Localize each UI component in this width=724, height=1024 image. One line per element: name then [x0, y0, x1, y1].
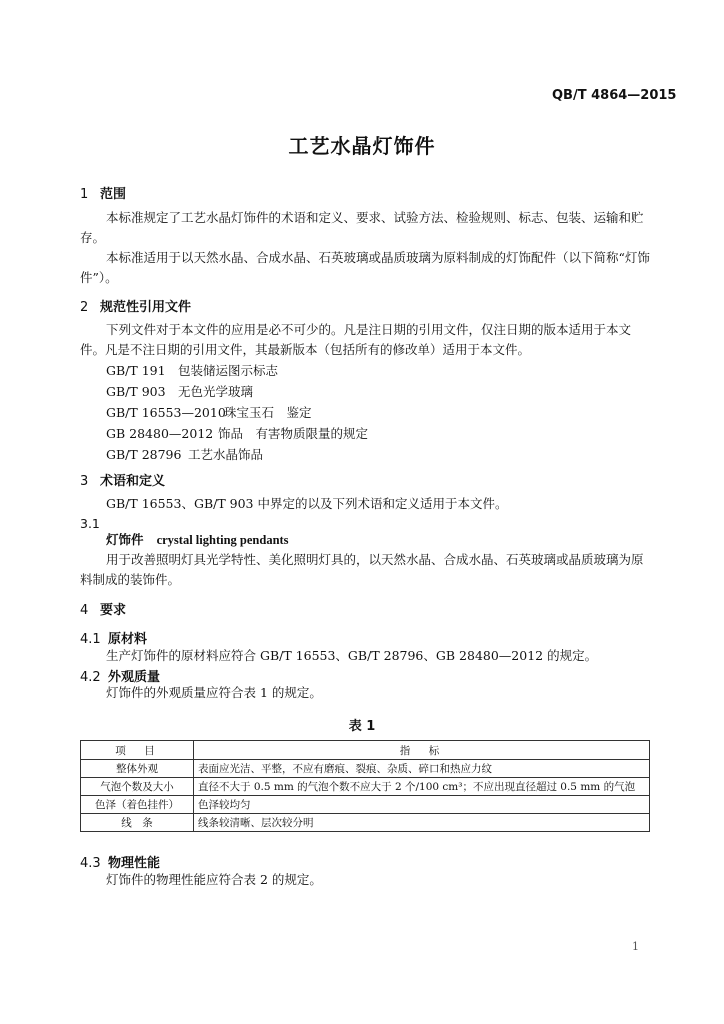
term-entry [106, 530, 289, 550]
table-cell-indicator: 色泽较均匀 [194, 796, 650, 814]
table-row [81, 796, 650, 814]
reference-item [106, 424, 368, 442]
clause-title: 原材料 [108, 632, 148, 647]
table-cell-item: 气泡个数及大小 [81, 778, 194, 796]
table-header-row [81, 741, 650, 760]
term-english: crystal lighting pendants [156, 533, 289, 547]
table-header-cell: 项 目 [81, 741, 194, 760]
standard-code: QB/T 4864—2015 [552, 88, 677, 103]
section-title: 术语和定义 [100, 474, 166, 489]
clause-number: 3.1 [80, 516, 100, 531]
section-title: 范围 [100, 187, 127, 202]
reference-name: 饰品 有害物质限量的规定 [218, 426, 369, 441]
reference-name: 珠宝玉石 鉴定 [224, 405, 312, 420]
term-chinese: 灯饰件 [106, 532, 144, 547]
clause-number: 4.1 [80, 632, 101, 647]
section-number: 2 [80, 300, 89, 315]
table-caption: 表 1 [348, 719, 376, 734]
reference-item [106, 382, 253, 400]
section-2-heading [80, 296, 191, 315]
reference-name: 包装储运图示标志 [178, 363, 279, 378]
reference-code: GB/T 903 [106, 384, 166, 399]
reference-code: GB 28480—2012 [106, 426, 214, 441]
clause-number: 4.2 [80, 670, 101, 685]
section-1-paragraph-2: 本标准适用于以天然水晶、合成水晶、石英玻璃或晶质玻璃为原料制成的灯饰配件（以下简称“灯饰件”）。 [80, 250, 650, 285]
section-number: 1 [80, 187, 89, 202]
reference-item [106, 403, 312, 421]
table-cell-item: 线 条 [81, 814, 194, 832]
reference-name: 无色光学玻璃 [178, 384, 254, 399]
clause-number: 4.3 [80, 856, 101, 871]
section-2-paragraph: 下列文件对于本文件的应用是必不可少的。凡是注日期的引用文件，仅注日期的版本适用于本文件。凡是不注日期的引用文件，其最新版本（包括所有的修改单）适用于本文件。 [80, 322, 632, 357]
document-title: 工艺水晶灯饰件 [288, 134, 436, 158]
clause-4-2-text: 灯饰件的外观质量应符合表 1 的规定。 [106, 685, 322, 700]
clause-4-1-text: 生产灯饰件的原材料应符合 GB/T 16553、GB/T 28796、GB 28480—2012 的规定。 [106, 648, 598, 663]
table-cell-item: 色泽（着色挂件） [81, 796, 194, 814]
table-cell-indicator: 表面应光洁、平整，不应有磨痕、裂痕、杂质、碎口和热应力纹 [194, 760, 650, 778]
page-number: 1 [632, 940, 639, 953]
clause-title: 物理性能 [108, 856, 161, 871]
appearance-quality-table [80, 740, 650, 832]
section-3-heading [80, 470, 165, 489]
table-cell-indicator: 线条较清晰、层次较分明 [194, 814, 650, 832]
reference-code: GB/T 28796 [106, 447, 182, 462]
section-1-heading [80, 183, 126, 202]
section-4-heading [80, 599, 126, 618]
section-title: 要求 [100, 603, 127, 618]
clause-4-1-heading [80, 628, 147, 647]
section-title: 规范性引用文件 [100, 300, 192, 315]
section-1-paragraph-1: 本标准规定了工艺水晶灯饰件的术语和定义、要求、试验方法、检验规则、标志、包装、运输和贮存。 [80, 210, 644, 245]
section-number: 4 [80, 603, 89, 618]
section-number: 3 [80, 474, 89, 489]
reference-code: GB/T 191 [106, 363, 166, 378]
reference-item [106, 361, 278, 379]
term-definition: 用于改善照明灯具光学特性、美化照明灯具的，以天然水晶、合成水晶、石英玻璃或晶质玻璃为原料制成的装饰件。 [80, 552, 644, 587]
clause-4-3-heading [80, 852, 160, 871]
reference-item [106, 445, 263, 463]
section-3-paragraph: GB/T 16553、GB/T 903 中界定的以及下列术语和定义适用于本文件。 [106, 496, 508, 511]
table-row [81, 814, 650, 832]
table-cell-indicator: 直径不大于 0.5 mm 的气泡个数不应大于 2 个/100 cm³；不应出现直径超过 0.5 mm 的气泡 [194, 778, 650, 796]
table-cell-item: 整体外观 [81, 760, 194, 778]
reference-code: GB/T 16553—2010 [106, 405, 226, 420]
clause-4-3-text: 灯饰件的物理性能应符合表 2 的规定。 [106, 872, 322, 887]
reference-name: 工艺水晶饰品 [188, 447, 264, 462]
table-header-cell: 指 标 [194, 741, 650, 760]
table-row [81, 760, 650, 778]
clause-title: 外观质量 [108, 670, 161, 685]
table-row [81, 778, 650, 796]
